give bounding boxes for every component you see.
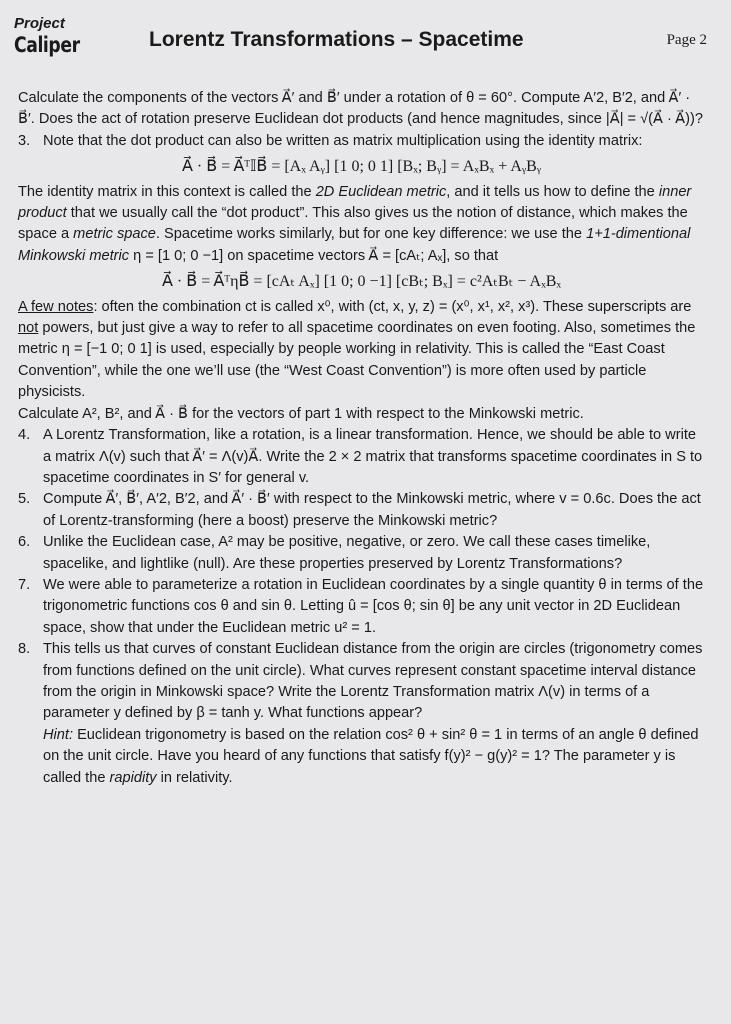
document-body: [18, 88, 705, 789]
list-item: 5. Compute A⃗′, B⃗′, A′2, B′2, and A⃗′ · B⃗′ with respect to the Minkowski metric, where v = 0.6c. Does the act of Lorentz-transforming (here a boost) preserve the Minkowski metric?: [18, 491, 701, 529]
question-list: [18, 425, 705, 789]
equation-identity: A⃗ · B⃗ = A⃗ᵀ𝕀B⃗ = [Aₓ Aᵧ] [1 0; 0 1] [Bₓ; Bᵧ] = AₓBₓ + AᵧBᵧ: [181, 158, 542, 176]
equation-minkowski: A⃗ · B⃗ = A⃗ᵀηB⃗ = [cAₜ Aₓ] [1 0; 0 −1] [cBₜ; Bₓ] = c²AₜBₜ − AₓBₓ: [161, 273, 562, 291]
logo-line-1: Project: [14, 15, 65, 32]
calculate-paragraph: Calculate A², B², and A⃗ · B⃗ for the vectors of part 1 with respect to the Minkowski metric.: [18, 405, 584, 422]
item-number: 3.: [18, 132, 31, 149]
page-number: Page 2: [666, 32, 707, 48]
list-item: 8. This tells us that curves of constant Euclidean distance from the origin are circles (trigonometry comes from functions defined on the unit circle). What curves represent constant spacetime interval distance from the origin in Minkowski space? Write the Lorentz Transformation matrix Λ(v) in terms of a parameter y defined by β = tanh y. What functions appear? Hint: Euclidean trigonometry is based on the relation cos² θ + sin² θ = 1 in terms of an angle θ defined on the unit circle. Have you heard of any functions that satisfy f(y)² − g(y)² = 1? The parameter y is called the rapidity in relativity.: [18, 641, 703, 786]
list-item: 6. Unlike the Euclidean case, A² may be positive, negative, or zero. We call these cases timelike, spacelike, and lightlike (null). Are these properties preserved by Lorentz Transformations?: [18, 534, 651, 572]
item-text: Note that the dot product can also be written as matrix multiplication using the identity matrix:: [43, 132, 643, 149]
intro-paragraph: Calculate the components of the vectors A⃗′ and B⃗′ under a rotation of θ = 60°. Compute A′2, B′2, and A⃗′ · B⃗′. Does the act of rotation preserve Euclidean dot products (and hence magnitudes, since |A⃗| = √(A⃗ · A⃗))?: [18, 90, 703, 128]
list-item: 4. A Lorentz Transformation, like a rotation, is a linear transformation. Hence, we should be able to write a matrix Λ(v) such that A⃗′ = Λ(v)A⃗. Write the 2 × 2 matrix that transforms spacetime coordinates in S to spacetime coordinates in S′ for general v.: [18, 427, 703, 486]
page-title: Lorentz Transformations – Spacetime: [149, 28, 524, 51]
list-item: 7. We were able to parameterize a rotation in Euclidean coordinates by a single quantity θ in terms of the trigonometric functions cos θ and sin θ. Letting û = [cos θ; sin θ] be any unit vector in 2D Euclidean space, show that under the Euclidean metric u² = 1.: [18, 576, 704, 636]
identity-paragraph: The identity matrix in this context is called the 2D Euclidean metric, and it tells us how to define the inner product that we usually call the “dot product”. This also gives us the notion of distance, which makes the space a metric space. Spacetime works similarly, but for one key difference: we use the 1+1-dimentional Minkowski metric η = [1 0; 0 −1] on spacetime vectors A⃗ = [cAₜ; Aₓ], so that: [18, 183, 692, 264]
logo-line-2: Caliper: [14, 33, 80, 57]
logo: [14, 16, 94, 56]
item-3: [18, 131, 705, 152]
notes-paragraph: A few notes: often the combination ct is called x⁰, with (ct, x, y, z) = (x⁰, x¹, x², x³). These superscripts are not powers, but just give a way to refer to all spacetime coordinates on even footing. Also, sometimes the metric η = [−1 0; 0 1] is used, especially by people working in relativity. This is called the “East Coast Convention”, while the one we’ll use (the “West Coast Convention”) is more often used by particle physicists.: [18, 298, 696, 401]
hint-label: Hint:: [43, 726, 74, 743]
